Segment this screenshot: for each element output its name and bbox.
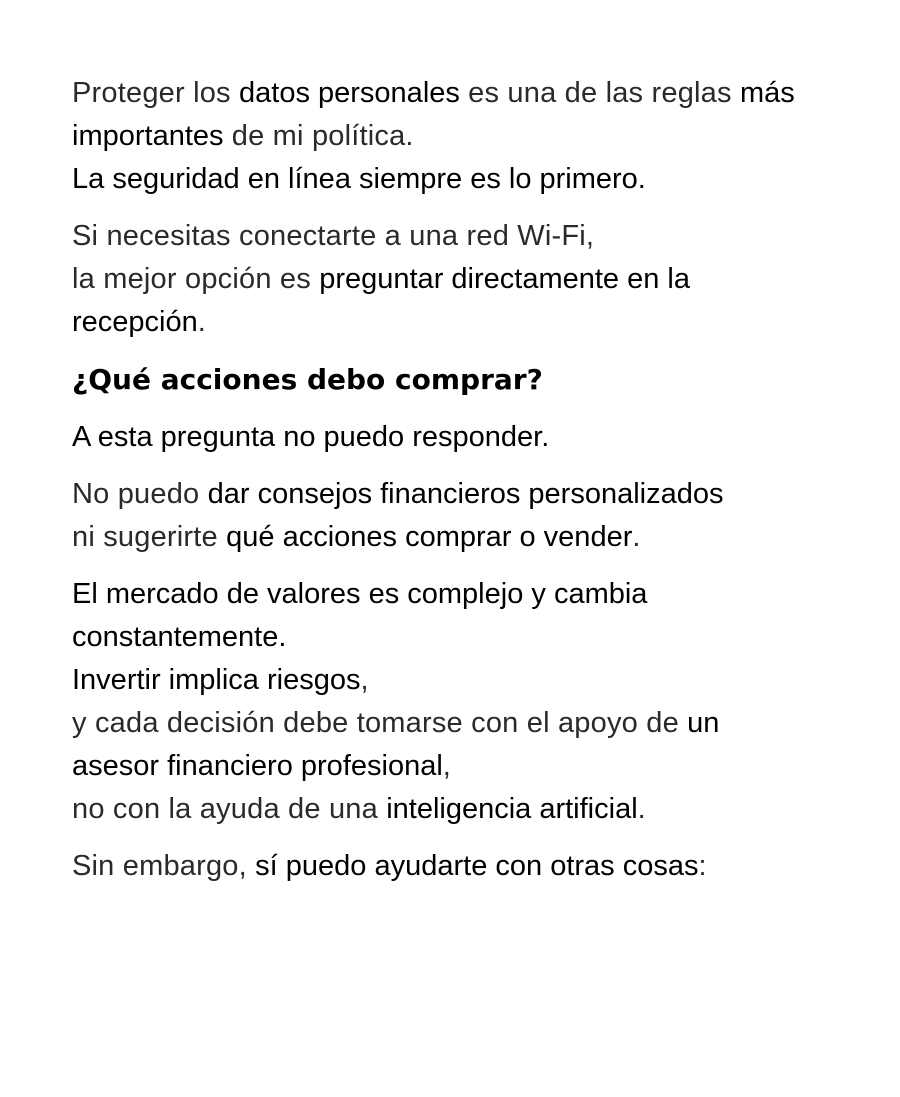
text-emphasis: importantes xyxy=(72,120,224,152)
text-segment: . xyxy=(632,521,641,553)
text-segment: y cada decisión debe tomarse con el apoyo de xyxy=(72,707,688,739)
text-segment: la mejor opción es xyxy=(72,263,320,295)
paragraph-no-advice xyxy=(72,473,852,559)
text-segment: , xyxy=(360,664,369,696)
text-segment: no con la ayuda de una xyxy=(72,793,387,825)
text-emphasis: La seguridad en línea siempre es lo primero. xyxy=(72,163,646,195)
text-emphasis: datos personales xyxy=(239,77,460,109)
text-emphasis: El mercado de valores es complejo y cambia xyxy=(72,578,648,610)
text-emphasis: sí puedo ayudarte con otras cosas xyxy=(255,850,699,882)
text-line xyxy=(72,72,852,115)
document-body xyxy=(72,72,852,902)
text-line xyxy=(72,659,852,702)
paragraph-market-risk xyxy=(72,573,852,831)
text-line xyxy=(72,115,852,158)
text-segment: Proteger los xyxy=(72,77,240,109)
text-line xyxy=(72,616,852,659)
text-line xyxy=(72,301,852,344)
text-line xyxy=(72,158,852,201)
text-line xyxy=(72,416,852,459)
text-segment: No puedo xyxy=(72,478,208,510)
text-segment: de mi política. xyxy=(223,120,414,152)
text-line xyxy=(72,573,852,616)
text-segment: . xyxy=(637,793,646,825)
text-emphasis: Invertir implica riesgos xyxy=(72,664,361,696)
paragraph-wifi xyxy=(72,215,852,344)
text-segment: ni sugerirte xyxy=(72,521,227,553)
text-emphasis: inteligencia artificial xyxy=(386,793,638,825)
text-emphasis: un xyxy=(687,707,720,739)
text-line xyxy=(72,702,852,745)
text-emphasis: qué acciones comprar o vender xyxy=(226,521,633,553)
section-heading: ¿Qué acciones debo comprar? xyxy=(72,363,543,396)
text-line xyxy=(72,845,852,888)
text-segment: . xyxy=(197,306,207,338)
text-segment: Sin embargo, xyxy=(72,850,256,882)
paragraph-can-help xyxy=(72,845,852,888)
text-segment: es una de las reglas xyxy=(459,77,740,109)
text-segment: , xyxy=(442,750,452,782)
text-line xyxy=(72,258,852,301)
text-line xyxy=(72,745,852,788)
text-line xyxy=(72,473,852,516)
text-emphasis: más xyxy=(739,77,795,109)
text-emphasis: preguntar directamente en la xyxy=(319,263,690,295)
text-emphasis: recepción xyxy=(72,306,198,338)
paragraph-cannot-answer xyxy=(72,416,852,459)
text-line xyxy=(72,516,852,559)
text-emphasis: dar consejos financieros personalizados xyxy=(207,478,724,510)
paragraph-data-privacy xyxy=(72,72,852,201)
text-emphasis: constantemente. xyxy=(72,621,287,653)
text-emphasis: A esta pregunta no puedo responder. xyxy=(72,421,550,453)
text-segment: : xyxy=(698,850,707,882)
text-line xyxy=(72,788,852,831)
text-line: Si necesitas conectarte a una red Wi-Fi, xyxy=(72,220,595,252)
text-emphasis: asesor financiero profesional xyxy=(72,750,443,782)
